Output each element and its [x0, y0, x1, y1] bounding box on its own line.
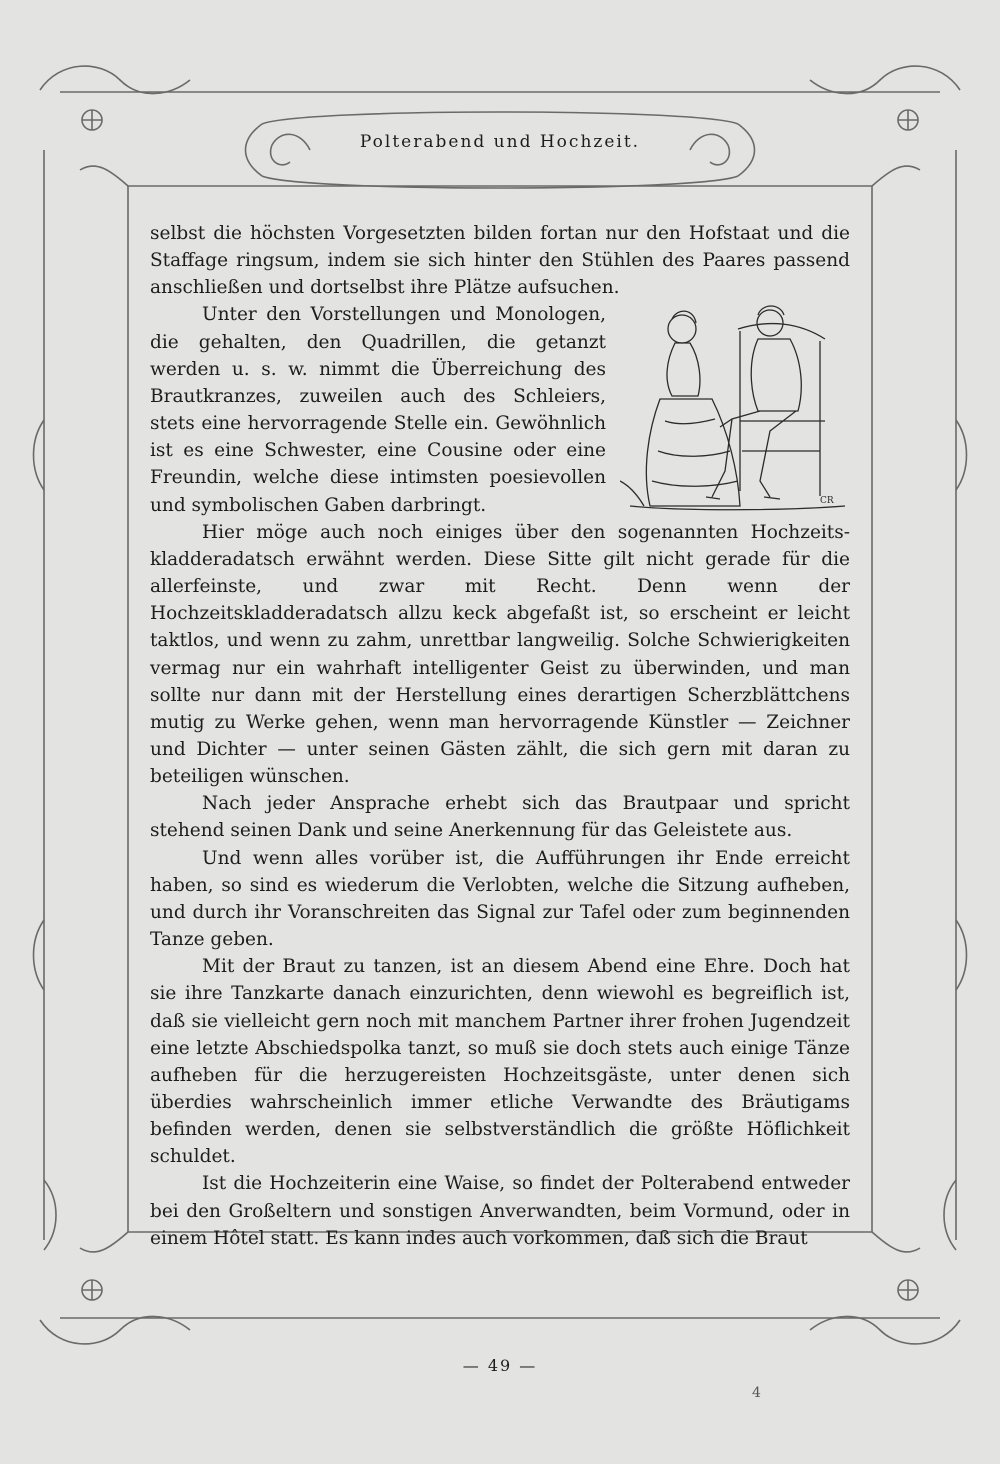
paragraph: selbst die höchsten Vorgesetzten bilden fortan nur den Hofstaat und die Staffage ringsum, indem sie sich hinter den Stühlen des Paares passend anschließen und dortselbst ihre Plätze aufsuchen. — [150, 223, 850, 299]
couple-illustration — [620, 301, 850, 513]
signature-mark: 4 — [752, 1385, 761, 1401]
paragraph: Ist die Hochzeiterin eine Waise, so findet der Polterabend entweder bei den Großeltern und sonstigen Anverwandten, beim Vormund, oder in einem Hôtel statt. Es kann indes auch vorkommen, daß sich die Braut — [150, 1173, 850, 1249]
paragraph: Und wenn alles vorüber ist, die Aufführungen ihr Ende erreicht haben, so sind es wiederum die Verlobten, welche die Sitzung aufheben, und durch ihr Voranschreiten das Signal zur Tafel oder zum beginnenden Tanze geben. — [150, 847, 850, 951]
illustrator-monogram: CR — [820, 496, 834, 507]
page-number: — 49 — — [462, 1356, 538, 1375]
paragraph: Mit der Braut zu tanzen, ist an diesem Abend eine Ehre. Doch hat sie ihre Tanzkarte danach einzurichten, denn wiewohl es begreiflich ist, daß sie vielleicht gern noch mit manchem Partner ihrer frohen Jugendzeit eine letzte Abschiedspolka tanzt, so muß sie doch stets auch einige Tänze aufheben für die herzugereisten Hochzeitsgäste, unter denen sich überdies wahrscheinlich immer etliche Verwandte des Bräutigams befinden werden, denen sie selbstverständlich die größte Höflichkeit schuldet. — [150, 956, 850, 1168]
body-text — [150, 220, 850, 1252]
paragraph: Nach jeder Ansprache erhebt sich das Brautpaar und spricht stehend seinen Dank und seine Anerkennung für das Geleistete aus. — [150, 793, 850, 842]
running-header-title: Polterabend und Hochzeit. — [359, 132, 641, 152]
paragraph: Hier möge auch noch einiges über den sogenannten Hochzeits-kladderadatsch erwähnt werden. Diese Sitte gilt nicht gerade für die allerfeinste, und zwar mit Recht. Denn wenn der Hochzeitskladderadatsch allzu keck abgefaßt ist, so erscheint er leicht taktlos, und wenn zu zahm, unrettbar langweilig. Solche Schwierigkeiten vermag nur ein wahrhaft intelligenter Geist zu überwinden, und man sollte nur dann mit der Herstellung eines derartigen Scherzblättchens mutig zu Werke gehen, wenn man hervorragende Künstler — Zeichner und Dichter — unter seinen Gästen zählt, die sich gern mit daran zu beteiligen wünschen. — [150, 521, 850, 788]
paragraph: Unter den Vorstellungen und Monologen, die gehalten, den Quadrillen, die getanzt werden u. s. w. nimmt die Überreichung des Brautkranzes, zuweilen auch des Schleiers, stets eine hervorragende Stelle ein. Gewöhnlich ist es eine Schwester, eine Cousine oder eine Freundin, welche diese intimsten poesievollen und symbolischen Gaben darbringt. — [150, 304, 606, 516]
